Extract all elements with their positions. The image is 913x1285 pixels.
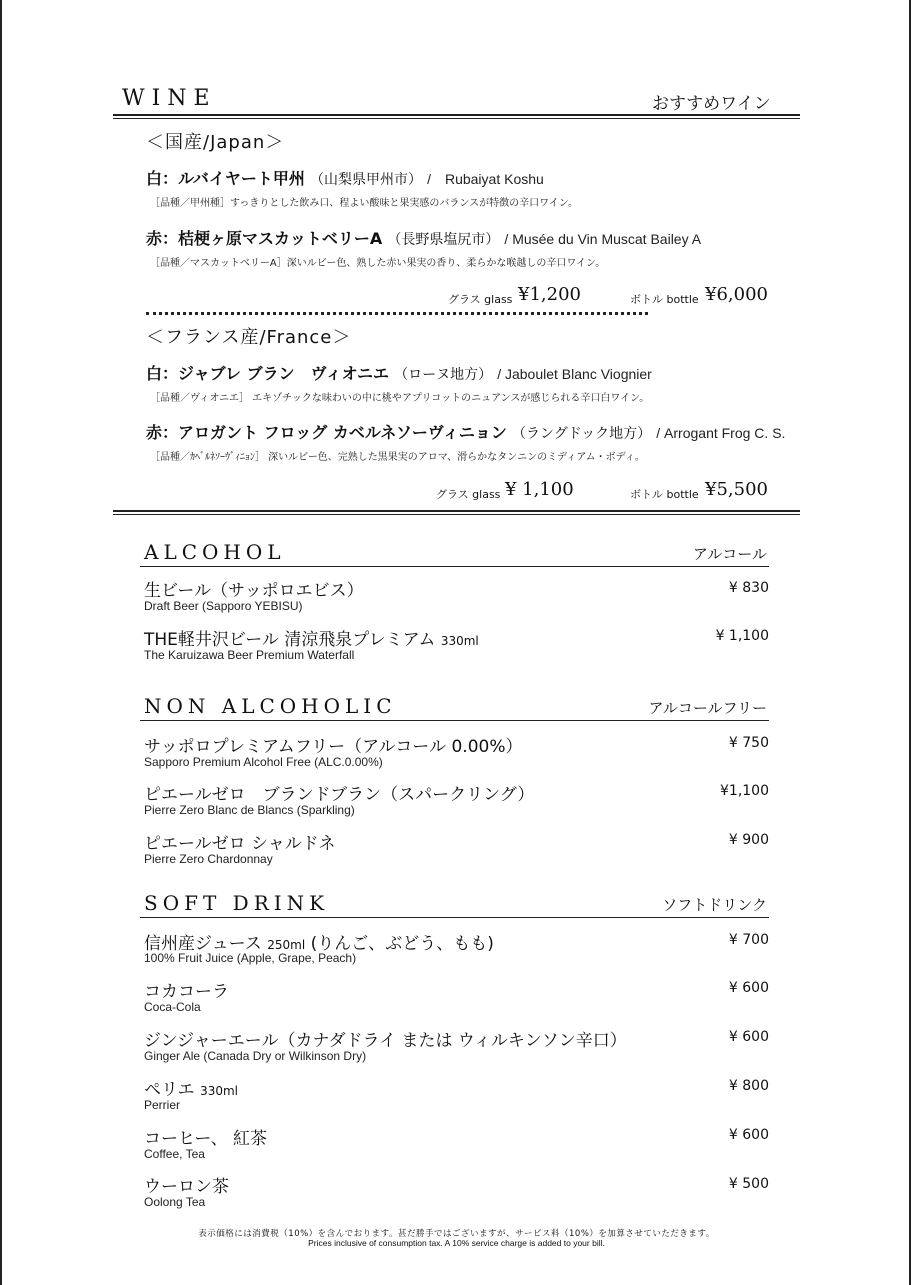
wine-name: 赤：桔梗ヶ原マスカットベリーA [146,229,383,248]
menu-item-price: ¥ 1,100 [715,628,769,644]
non-alcoholic-section-title: NON ALCOHOLIC [144,694,397,718]
wine-description: ［品種／マスカットベリーA］深いルビー色、熟した赤い果実の香り、柔らかな喉越しの辛口ワイン。 [150,258,606,269]
menu-item-name: サッポロプレミアムフリー（アルコール 0.00%） [144,737,523,757]
menu-item-english: Pierre Zero Chardonnay [144,852,273,866]
menu-item-name: ジンジャーエール（カナダドライ または ウィルキンソン辛口） [144,1031,627,1051]
wine-japan-white [146,166,544,189]
wine-name: 赤：アロガント フロッグ カベルネソーヴィニョン [146,423,507,442]
wine-origin: （ローヌ地方） [394,367,493,383]
menu-item-name: ペリエ 330ml [144,1080,239,1100]
menu-item-price: ¥ 800 [728,1078,769,1094]
wine-english-name: / Arrogant Frog C. S. [656,425,786,441]
wine-description: ［品種／ｶﾍﾞﾙﾈｿｰｳﾞｨﾆｮﾝ］ 深いルビー色、完熟した黒果実のアロマ、滑らかなタンニンのミディアム・ボディ。 [150,452,645,463]
section-separator-thin [113,514,800,515]
wine-english-name: / Rubaiyat Koshu [427,171,544,187]
page-border-right [909,0,911,1285]
wine-description: ［品種／甲州種］すっきりとした飲み口、程よい酸味と果実感のバランスが特徴の辛口ワイン。 [150,198,578,209]
soft-drink-section-subtitle: ソフトドリンク [662,896,767,914]
bottle-price: ¥6,000 [705,284,768,305]
bottle-price-label: ボトル bottle [630,293,699,306]
menu-item-name: コーヒー、 紅茶 [144,1129,268,1149]
glass-price: ¥ 1,100 [505,479,574,500]
menu-item-english: Coca-Cola [144,1000,201,1014]
menu-item-english: Perrier [144,1098,181,1112]
wine-english-name: / Jaboulet Blanc Viognier [497,366,652,382]
menu-item-price: ¥ 700 [728,932,769,948]
wine-japan-red [146,226,701,249]
wine-name: 白：ルバイヤート甲州 [146,169,305,188]
menu-item-price: ¥ 600 [728,1029,769,1045]
alcohol-section-subtitle: アルコール [692,545,767,563]
menu-item-english: The Karuizawa Beer Premium Waterfall [144,648,355,662]
menu-item-name: ピエールゼロ シャルドネ [144,834,336,854]
wine-france-red [146,420,785,443]
region-france: ＜フランス産/France＞ [146,327,352,348]
bottle-price-label: ボトル bottle [630,488,699,501]
wine-description: ［品種／ヴィオニエ］ エキゾチックな味わいの中に桃やアプリコットのニュアンスが感じられる辛口白ワイン。 [150,393,650,404]
soft-drink-section-rule [140,917,769,918]
page-border-left [0,0,2,1285]
menu-item-name: 信州産ジュース 250ml (りんご、ぶどう、もも) [144,934,494,954]
dotted-divider [146,312,648,315]
wine-france-white [146,361,652,384]
menu-item-english: Ginger Ale (Canada Dry or Wilkinson Dry) [144,1049,367,1063]
menu-item-price: ¥ 500 [728,1176,769,1192]
menu-item-price: ¥ 750 [728,735,769,751]
menu-item-name: コカコーラ [144,982,229,1002]
non-alcoholic-section-rule [140,720,769,721]
alcohol-section-rule [140,566,769,567]
glass-price-label: グラス glass [436,488,501,501]
wine-origin: （ラングドック地方） [512,426,652,442]
alcohol-section-title: ALCOHOL [144,540,286,564]
soft-drink-section-title: SOFT DRINK [144,891,330,915]
region-japan: ＜国産/Japan＞ [146,132,285,153]
menu-item-price: ¥1,100 [720,783,769,799]
wine-origin: （長野県塩尻市） [387,232,500,248]
menu-item-price: ¥ 830 [728,580,769,596]
menu-item-price: ¥ 900 [728,832,769,848]
menu-item-price: ¥ 600 [728,980,769,996]
footer-note-english: Prices inclusive of consumption tax. A 10% service charge is added to your bill. [308,1238,605,1248]
menu-item-price: ¥ 600 [728,1127,769,1143]
menu-item-name: ウーロン茶 [144,1177,229,1197]
menu-item-english: Coffee, Tea [144,1147,205,1161]
wine-origin: （山梨県甲州市） [309,172,422,188]
section-separator [113,510,800,512]
wine-section-title: WINE [122,86,217,111]
wine-name: 白：ジャブレ ブラン ヴィオニエ [146,364,390,383]
menu-item-english: Draft Beer (Sapporo YEBISU) [144,599,303,613]
menu-item-english: Oolong Tea [144,1195,206,1209]
menu-item-name: ピエールゼロ ブランドブラン（スパークリング） [144,785,535,805]
wine-english-name: / Musée du Vin Muscat Bailey A [504,231,702,247]
wine-header-rule [113,114,800,116]
wine-header-rule-thin [113,118,800,119]
menu-item-english: Sapporo Premium Alcohol Free (ALC.0.00%) [144,755,383,769]
menu-item-english: Pierre Zero Blanc de Blancs (Sparkling) [144,803,355,817]
footer-note-japanese: 表示価格には消費税（10%）を含んでおります。甚だ勝手ではございますが、サービス料（10%）を加算させていただきます。 [198,1229,715,1239]
menu-item-english: 100% Fruit Juice (Apple, Grape, Peach) [144,951,357,965]
wine-section-subtitle: おすすめワイン [652,94,771,114]
bottle-price: ¥5,500 [705,479,768,500]
glass-price-label: グラス glass [448,293,513,306]
menu-item-name: 生ビール（サッポロエビス） [144,581,364,601]
non-alcoholic-section-subtitle: アルコールフリー [648,699,767,717]
menu-item-name: THE軽井沢ビール 清涼飛泉プレミアム 330ml [144,630,479,650]
glass-price: ¥1,200 [518,284,581,305]
